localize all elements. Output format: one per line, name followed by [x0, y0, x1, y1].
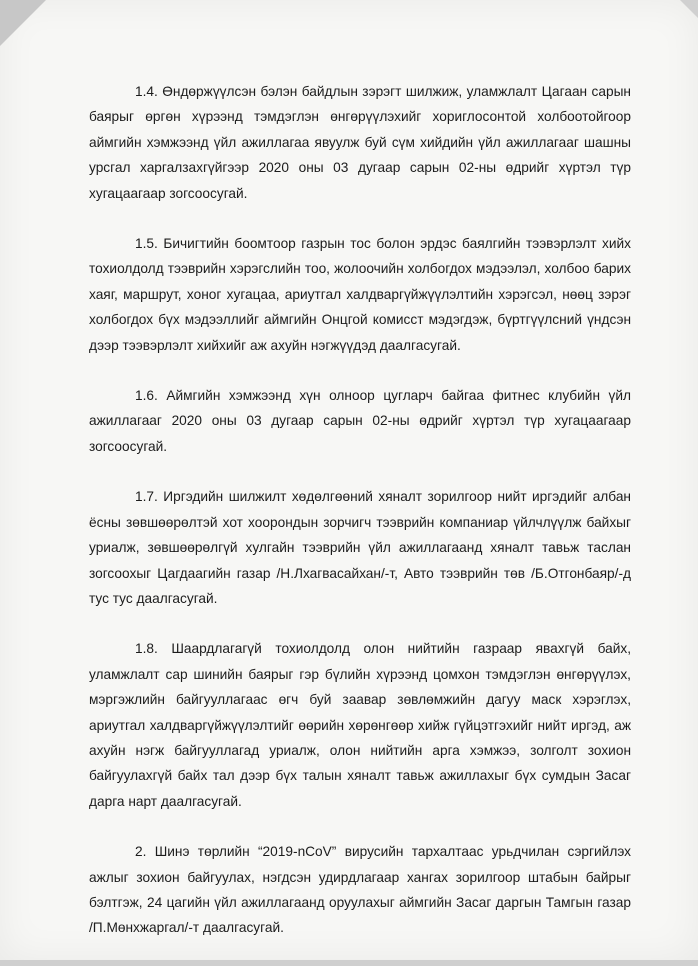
- paragraph-1-4: 1.4. Өндөржүүлсэн бэлэн байдлын зэрэгт шилжиж, уламжлалт Цагаан сарын баярыг өргөн хүрээнд тэмдэглэн өнгөрүүлэхийг хориглосонтой холбоотойгоор аймгийн хэмжээнд үйл ажиллагаа явуулж буй сүм хийдийн үйл ажиллагааг шашны урсгал харгалзахгүйгээр 2020 оны 03 дугаар сарын 02-ны өдрийг хүртэл түр хугацаагаар зогсоосугай.: [89, 84, 631, 201]
- paragraph-1-6: 1.6. Аймгийн хэмжээнд хүн олноор цугларч байгаа фитнес клубийн үйл ажиллагааг 2020 оны 03 дугаар сарын 02-ны өдрийг хүртэл түр хугацаагаар зогсоосугай.: [89, 388, 631, 454]
- paragraph-1-7: 1.7. Иргэдийн шилжилт хөдөлгөөний хяналт зорилгоор нийт иргэдийг албан ёсны зөвшөөрөлтэй хот хоорондын зорчигч тээврийн компаниар үйлчлүүлж байхыг уриалж, зөвшөөрөлгүй хулгайн тээврийн үйл ажиллагаанд хяналт тавьж таслан зогсоохыг Цагдаагийн газар /Н.Лхагвасайхан/-т, Авто тээврийн төв /Б.Отгонбаяр/-д тус тус даалгасугай.: [89, 489, 631, 606]
- paragraph-1-5: 1.5. Бичигтийн боомтоор газрын тос болон эрдэс баялгийн тээвэрлэлт хийх тохиолдолд тээврийн хэрэгслийн тоо, жолоочийн холбогдох мэдээлэл, холбоо барих хаяг, маршрут, хоног хугацаа, ариутгал халдваргүйжүүлэлтийн хэрэгсэл, нөөц зэрэг холбогдох бүх мэдээллийг аймгийн Онцгой комисст мэдэгдэж, бүртгүүлсний үндсэн дээр тээвэрлэлт хийхийг аж ахуйн нэгжүүдэд даалгасугай.: [89, 236, 631, 353]
- folded-corner-right: [680, 0, 698, 18]
- paragraph-2: 2. Шинэ төрлийн “2019-nCoV” вирусийн тархалтаас урьдчилан сэргийлэх ажлыг зохион байгуулах, нэгдсэн удирдлагаар хангах зорилгоор штабын байрыг бэлтгэж, 24 цагийн үйл ажиллагаанд оруулахыг аймгийн Засаг даргын Тамгын газар /П.Мөнхжаргал/-т даалгасугай.: [89, 844, 631, 936]
- document-body: [89, 79, 631, 966]
- folded-corner: [0, 0, 46, 46]
- paragraph-1-8: 1.8. Шаардлагагүй тохиолдолд олон нийтийн газраар явахгүй байх, уламжлалт сар шинийн баярыг гэр бүлийн хүрээнд цомхон тэмдэглэн өнгөрүүлэх, мэргэжлийн байгууллагаас өгч буй заавар зөвлөмжийн дагуу маск хэрэглэх, ариутгал халдваргүйжүүлэлтийг өөрийн хөрөнгөөр хийж гүйцэтгэхийг нийт иргэд, аж ахуйн нэгж байгууллагад уриалж, олон нийтийн арга хэмжээ, золголт зохион байгуулахгүй байх тал дээр бүх талын хяналт тавьж ажиллахыг бүх сумдын Засаг дарга нарт даалгасугай.: [89, 641, 631, 809]
